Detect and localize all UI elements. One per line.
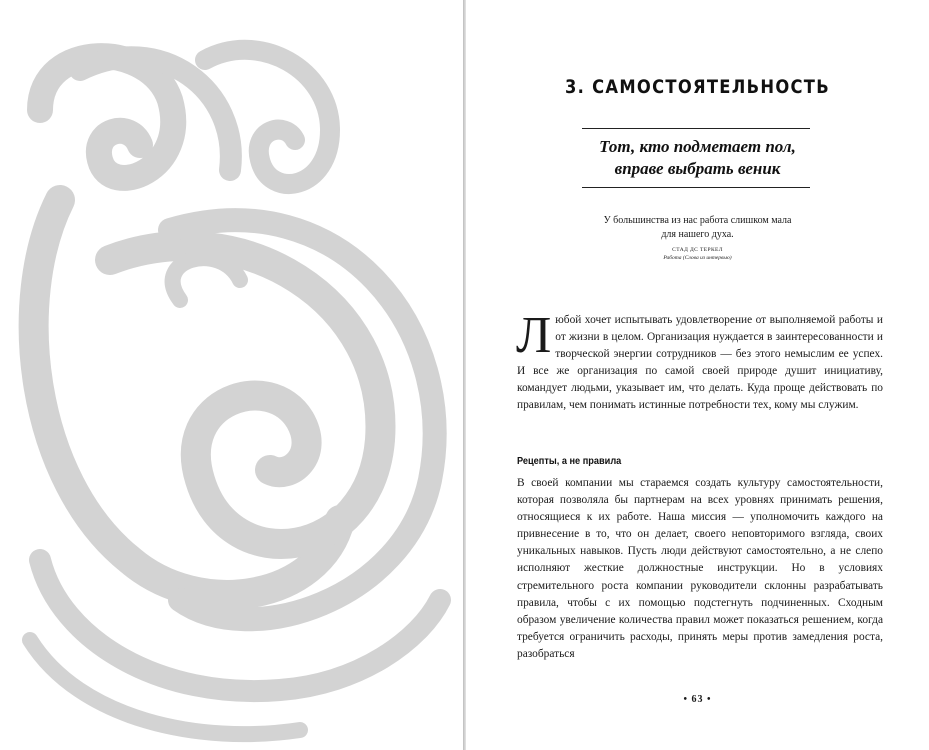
motto-top-rule [582, 128, 810, 129]
chapter-title: 3. САМОСТОЯТЕЛЬНОСТЬ [565, 76, 830, 98]
epigraph-line-2: для нашего духа. [661, 229, 734, 240]
paragraph-1-text: юбой хочет испытывать удовлетворение от выполняемой работы и от жизни в целом. Организация нуждается в заинтересованности и творческой энергии сотрудников — без этого немыслим ее успех. И все же организация по самой своей природе душит инициативу, командует людьми, указывает им, что делать. Куда проще действовать по правилам, чем понимать истинные потребности тех, кому мы служим. [517, 314, 883, 412]
swirl-ornament-icon [0, 0, 463, 750]
motto-line-1: Тот, кто подметает пол, [599, 137, 796, 156]
motto-bottom-rule [582, 187, 810, 188]
epigraph [466, 214, 929, 262]
section-subheading: Рецепты, а не правила [517, 456, 622, 467]
paragraph-1 [516, 307, 883, 415]
chapter-motto [466, 136, 929, 180]
page-number: • 63 • [683, 694, 712, 705]
motto-line-2: вправе выбрать веник [614, 159, 781, 178]
left-page [0, 0, 463, 750]
epigraph-line-1: У большинства из нас работа слишком мала [603, 215, 792, 226]
paragraph-2: В своей компании мы стараемся создать культуру самостоятельности, которая позволяла бы партнерам на всех уровнях принимать решения, относящиеся к их работе. Наша миссия — уполномочить каждого на привнесение в то, что он делает, своего неповторимого взгляда, своих уникальных навыков. Пусть люди действуют самостоятельно, а не слепо исполняют жесткие должностные инструкции. Но в условиях стремительного роста компании руководители склонны разрабатывать правила, чтобы с их помощью подстегнуть подчиненных. Сходным образом увеличение количества правил может показаться решением, когда требуется ограничить расходы, принять меры против замедления роста, разобраться [517, 477, 883, 660]
epigraph-source: Работа (Слова из интервью) [663, 255, 732, 261]
drop-cap: Л [516, 307, 552, 364]
epigraph-author: СТАД ДС ТЕРКЕЛ [672, 247, 723, 253]
right-page [466, 0, 929, 750]
